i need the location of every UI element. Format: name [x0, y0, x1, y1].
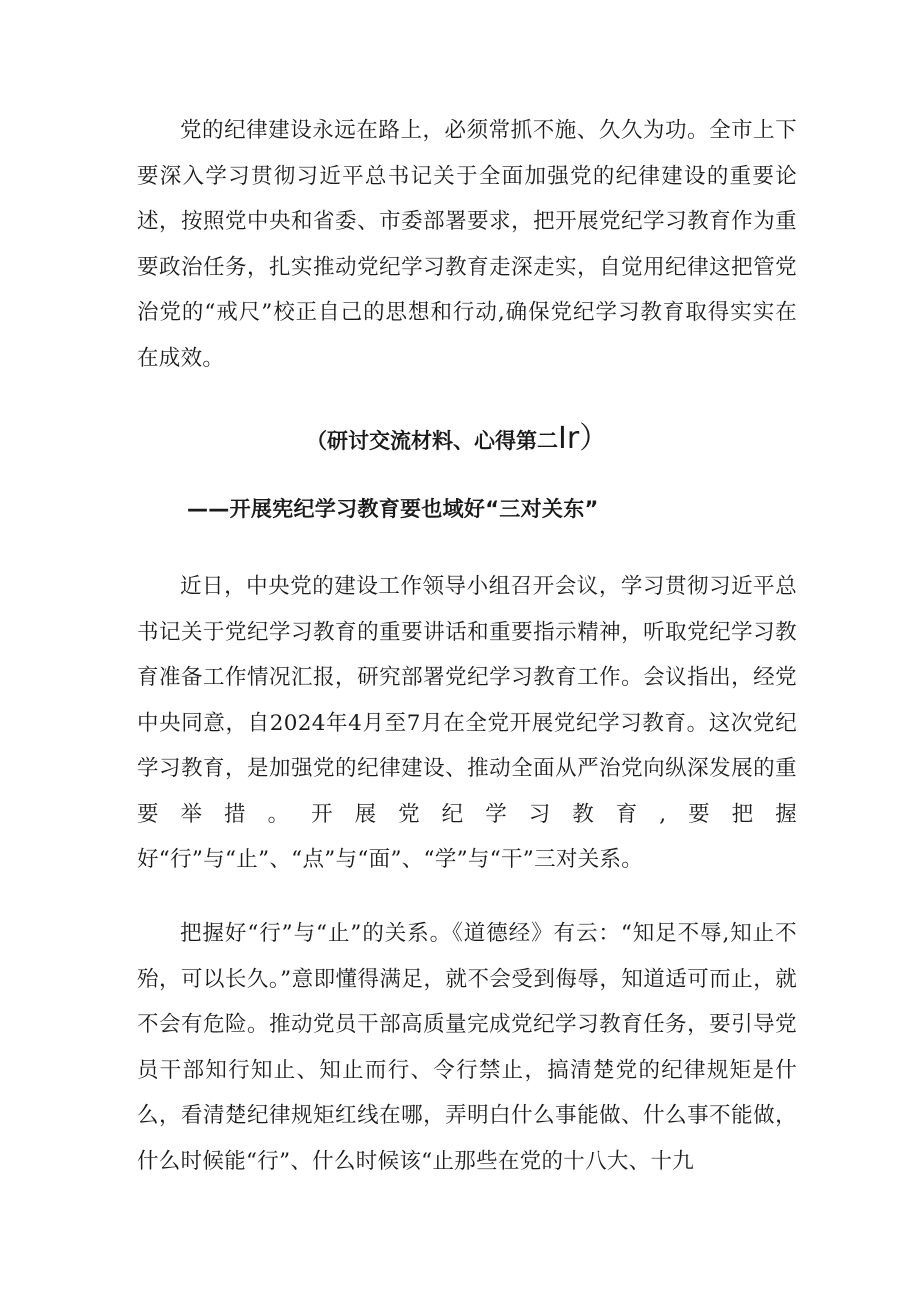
paragraph-2: 近日，中央党的建设工作领导小组召开会议，学习贯彻习近平总书记关于党纪学习教育的重要讲话和重要指示精神，听取党纪学习教育准备工作情况汇报，研究部署党纪学习教育工作。会议指出，经党中央同意，自2024年4月至7月在全党开展党纪学习教育。这次党纪学习教育，是加强党的纪律建设、推动全面从严治党向纵深发展的重要举措。开展党纪学习教育,要把握好“行”与“止”、“点”与“面”、“学”与“干”三对关系。: [137, 574, 797, 872]
paragraph-1: 党的纪律建设永远在路上，必须常抓不施、久久为功。全市上下要深入学习贯彻习近平总书记关于全面加强党的纪律建设的重要论述，按照党中央和省委、市委部署要求，把开展党纪学习教育作为重要政治任务，扎实推动党纪学习教育走深走实，自觉用纪律这把管党治党的“戒尺”校正自己的思想和行动,确保党纪学习教育取得实实在在成效。: [137, 118, 797, 371]
section-subtitle: ——开展宪纪学习教育要也域好“三对关东”: [187, 497, 599, 521]
section-title: [306, 421, 610, 456]
section-title-main: （研讨交流材料、心得第二: [306, 429, 558, 453]
paragraph-3: 把握好“行”与“止”的关系。《道德经》有云：“知足不辱,知止不殆，可以长久。”意即懂得满足，就不会受到侮辱，知道适可而止，就不会有危险。推动党员干部高质量完成党纪学习教育任务，要引导党员干部知行知止、知止而行、令行禁止，搞清楚党的纪律规矩是什么，看清楚纪律规矩红线在哪，弄明白什么事能做、什么事不能做，什么时候能“行”、什么时候该“止那些在党的十八大、十九: [137, 921, 797, 1174]
section-title-tail: Ir）: [558, 421, 610, 456]
